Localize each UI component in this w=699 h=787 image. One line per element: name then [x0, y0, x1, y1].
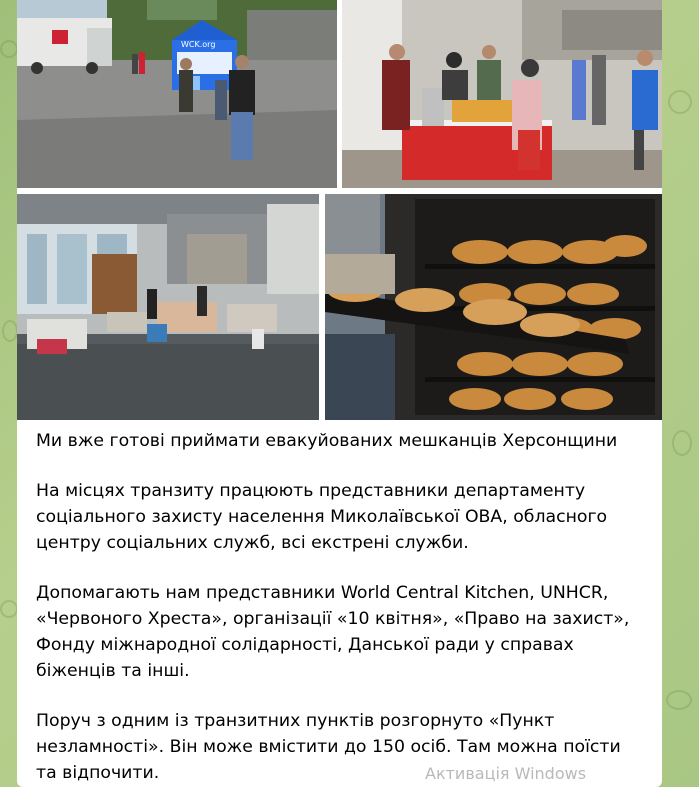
station-hall-photo[interactable] [17, 194, 319, 420]
message-paragraph: На місцях транзиту працюють представники департаменту соціального захисту населення Миколаївської ОВА, обласного центру соціальних служб, всі екстрені служби. [36, 481, 608, 553]
background-doodle [672, 430, 692, 456]
photo-grid [17, 0, 662, 420]
message-paragraph: Ми вже готові приймати евакуйованих мешканців Херсонщини [36, 431, 618, 451]
tent-sign-text: WCK.org [181, 40, 216, 49]
windows-activation-watermark: Активація Windows [425, 764, 587, 783]
background-doodle [668, 90, 692, 114]
message-bubble [17, 0, 662, 787]
background-doodle [0, 40, 18, 58]
background-doodle [666, 690, 692, 710]
bread-rack-photo[interactable] [325, 194, 662, 420]
message-paragraph: Поруч з одним із транзитних пунктів розгорнуто «Пункт незламності». Він може вмістити до 150 осіб. Там можна поїсти та відпочити. [36, 711, 621, 783]
background-doodle [2, 320, 18, 342]
outdoor-tent-photo[interactable] [17, 0, 337, 188]
food-stand-photo[interactable] [342, 0, 662, 188]
message-paragraph: Допомагають нам представники World Central Kitchen, UNHCR, «Червоного Хреста», організації «10 квітня», «Право на захист», Фонду міжнародної солідарності, Данської ради у справах біженців та інші. [36, 583, 630, 681]
message-text [36, 428, 646, 787]
background-doodle [0, 600, 18, 618]
